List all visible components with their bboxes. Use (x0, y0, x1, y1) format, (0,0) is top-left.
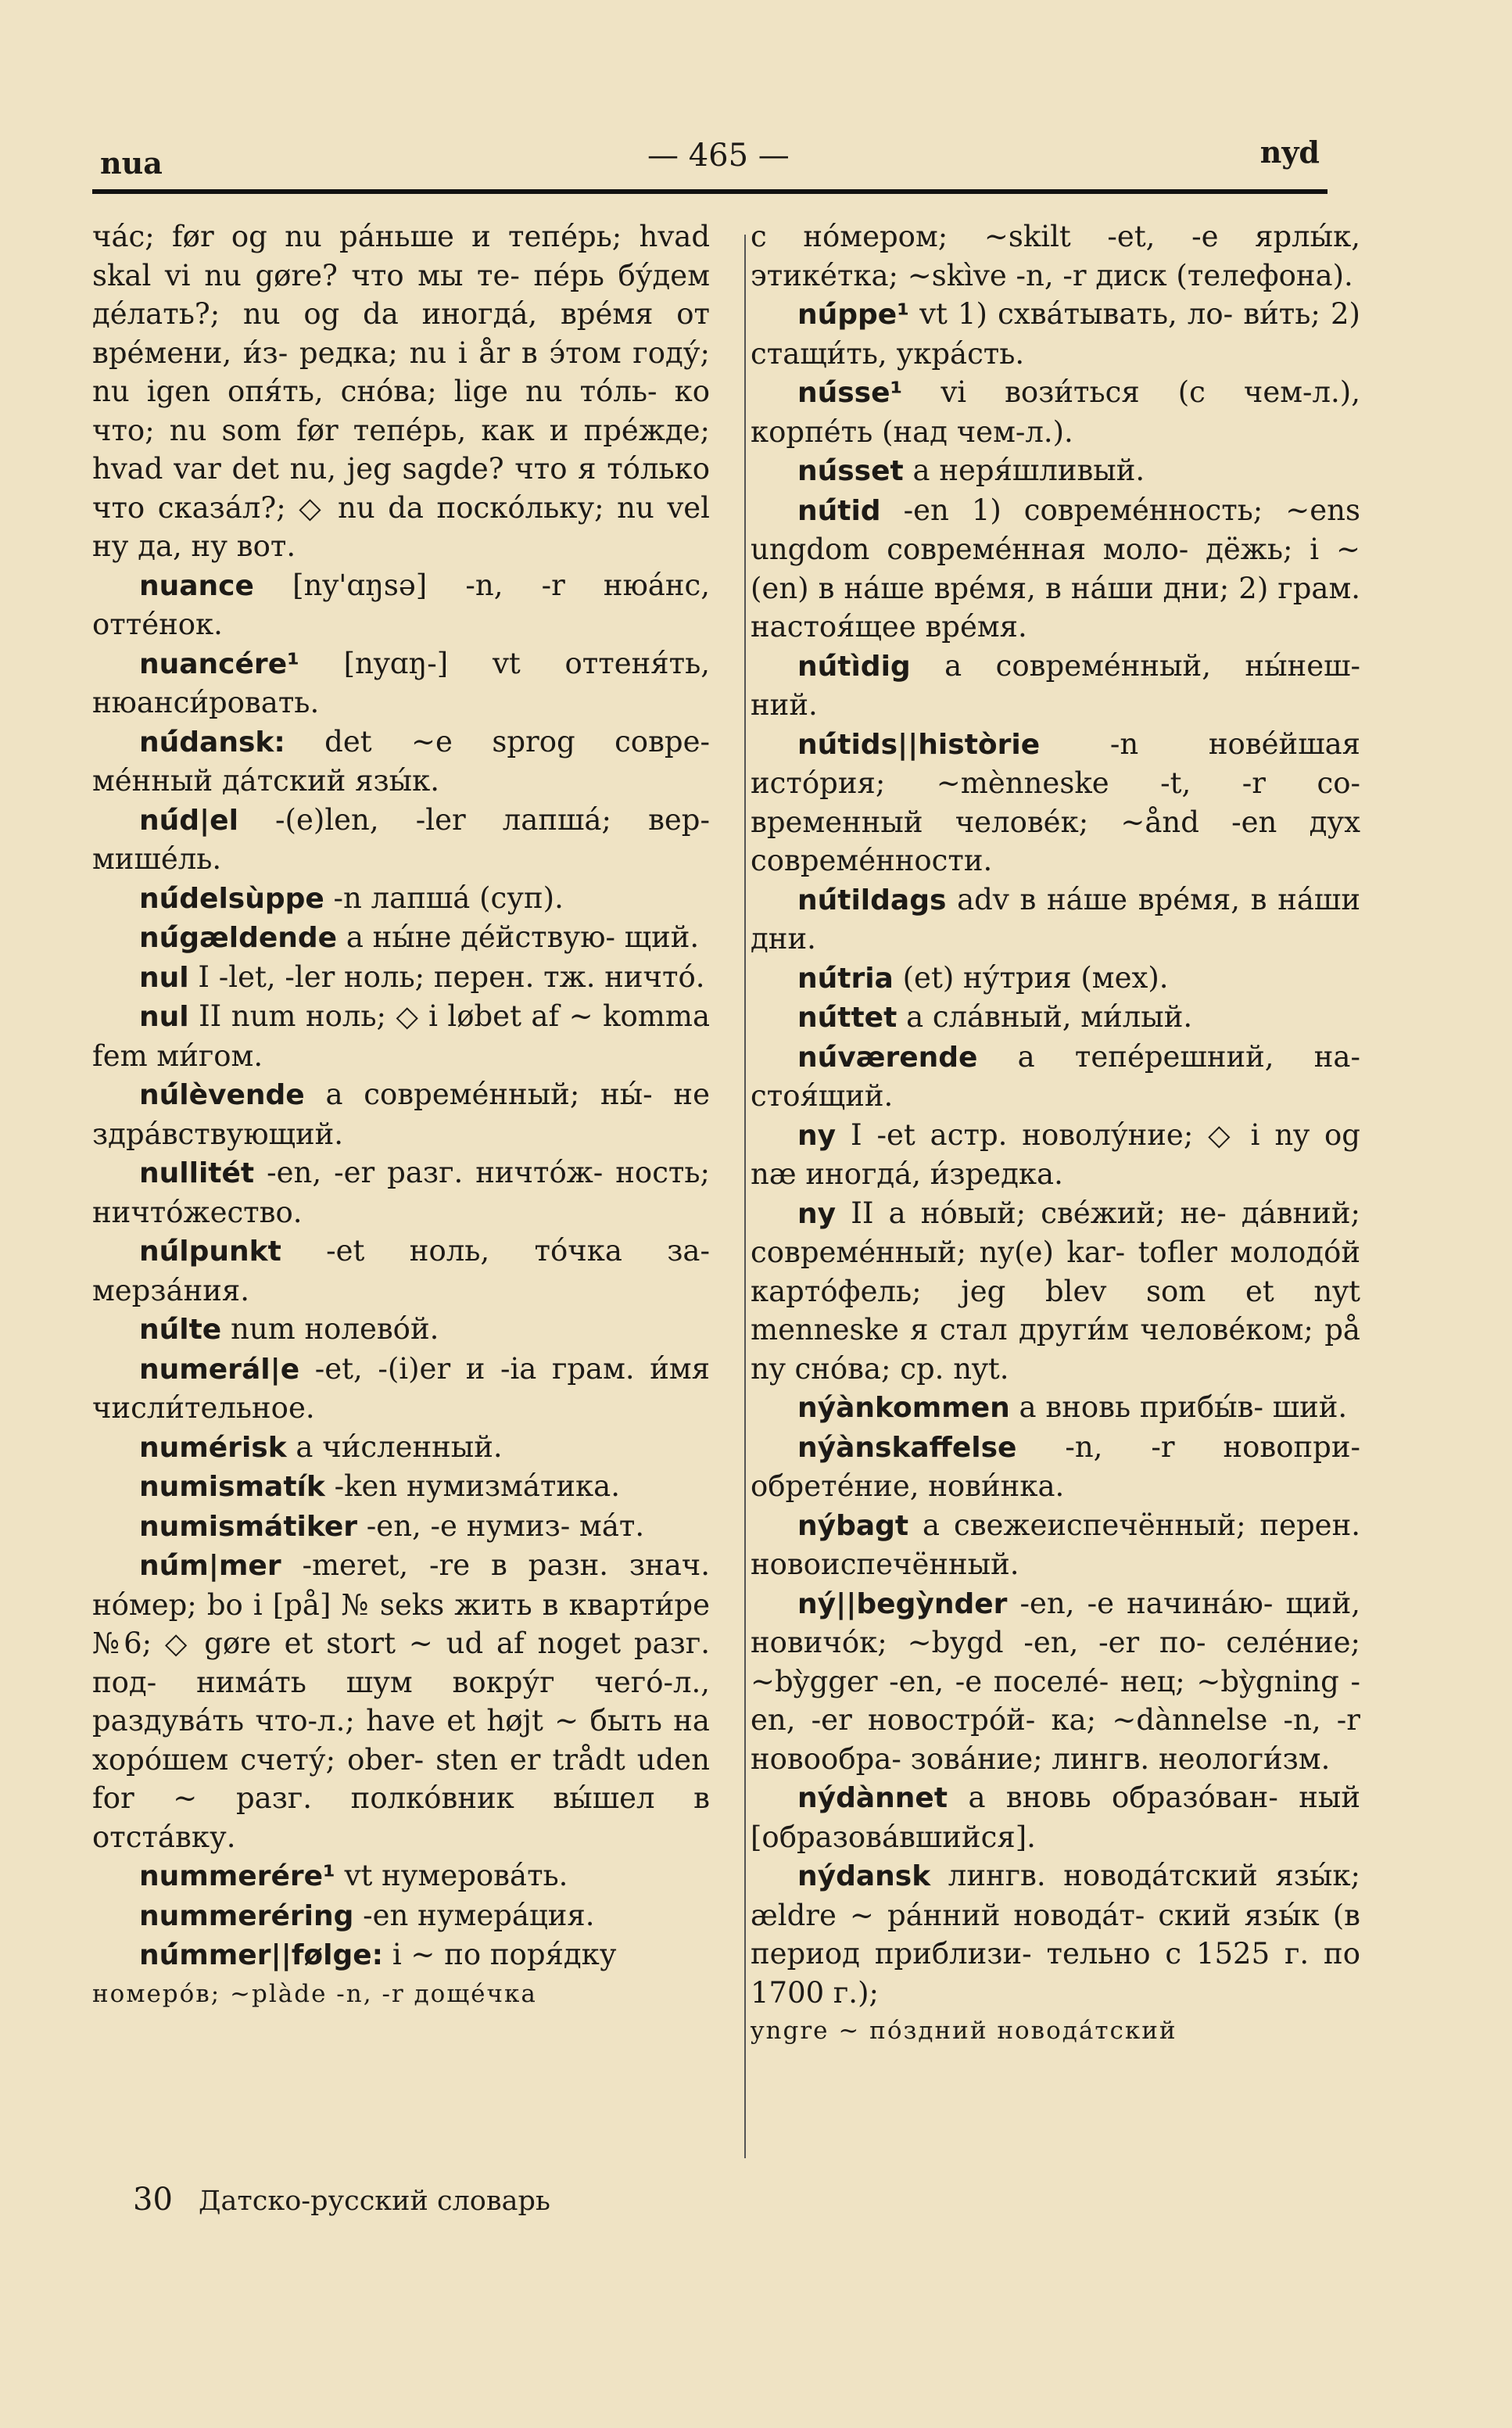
dictionary-entry (92, 644, 710, 723)
headword: numérisk (139, 1431, 287, 1464)
headword: nú́tildags (797, 884, 947, 916)
headword: nú́ttet (797, 1002, 898, 1034)
entry-definition: -ken нумизма́тика. (324, 1469, 620, 1503)
page-footer (133, 2182, 550, 2218)
headword: numerál|e (139, 1353, 300, 1386)
headword: nýdànnet (797, 1782, 948, 1814)
dictionary-entry (92, 1075, 710, 1153)
dictionary-entry (751, 1778, 1360, 1856)
dictionary-entry (92, 879, 710, 919)
header-rule (92, 189, 1327, 194)
entry-definition: vt нумерова́ть. (335, 1859, 568, 1892)
headword: nullitét (139, 1157, 255, 1189)
left-column (92, 217, 710, 2014)
entry-definition: a совреме́нный, ны́неш- ний. (751, 648, 1360, 722)
headword: nú́mmer||følge: (139, 1939, 384, 1971)
entry-definition: -en, -e начина́ю- щий, новичо́к; ~bygd -en, -er по- селе́ние; ~bỳgger -en, -e поселе́- нец; ~bỳgning -en, -er новострóй- ка; ~dànnelse -n, -r новообра- зова́ние; лингв. неологи́зм. (751, 1586, 1360, 1776)
dictionary-entry (92, 1232, 710, 1310)
dictionary-entry (751, 880, 1360, 959)
headword: nuancére¹ (139, 647, 299, 680)
headword: nú́lpunkt (139, 1236, 281, 1268)
headword: ný||begỳnder (797, 1587, 1008, 1620)
entry-definition: -et, -(i)er и -ia грам. и́мя числи́тельное. (92, 1351, 710, 1425)
entry-definition: num нолево́й. (221, 1312, 439, 1346)
entry-definition: -et ноль, то́чка за- мерза́ния. (92, 1234, 710, 1307)
dictionary-entry (751, 2012, 1360, 2051)
dictionary-entry (751, 1428, 1360, 1506)
headword: nú́gældende (139, 922, 338, 954)
dictionary-entry (751, 1038, 1360, 1116)
dictionary-entry (92, 1428, 710, 1468)
page-number: — 465 — (647, 138, 790, 174)
header-right-guide-word: nyd (1259, 134, 1320, 170)
sheet-number: 30 (133, 2182, 173, 2218)
dictionary-entry (92, 1507, 710, 1547)
headword: nummeréring (139, 1899, 354, 1932)
dictionary-entry (92, 1310, 710, 1350)
dictionary-entry (751, 491, 1360, 647)
entry-definition: II num ноль; ◇ i løbet af ~ komma fem ми́гом. (92, 999, 710, 1073)
headword: nýànkommen (797, 1392, 1010, 1424)
headword: nú́tids||històrie (797, 728, 1041, 761)
entry-definition: a неря́шливый. (903, 454, 1145, 487)
entry-definition: лингв. новода́тский язы́к; ældre ~ ра́нний новода́т- ский язы́к (в период приблизи- тельно с 1525 г. по 1700 г.); (751, 1859, 1360, 2010)
entry-definition: -n, -r новопри- обрете́ние, нови́нка. (751, 1429, 1360, 1503)
entry-definition: i ~ по поря́дку (383, 1938, 617, 1971)
dictionary-entry (92, 1350, 710, 1428)
entry-definition: a совреме́нный; ны́- не здра́вствующий. (92, 1078, 710, 1151)
headword: nýbagt (797, 1509, 909, 1542)
entry-definition: adv в на́ше вре́мя, в на́ши дни. (751, 882, 1360, 956)
entry-text: yngre ~ по́здний новода́тский (751, 2017, 1177, 2045)
dictionary-entry (751, 1856, 1360, 2012)
headword: nú́værende (797, 1041, 978, 1074)
dictionary-entry (92, 723, 710, 801)
dictionary-entry (92, 1467, 710, 1507)
headword: nú́tìdig (797, 650, 911, 683)
dictionary-entry (92, 1896, 710, 1936)
entry-definition: a вновь прибы́в- ший. (1009, 1390, 1348, 1424)
dictionary-entry (92, 1935, 710, 1975)
entry-text: ча́с; før og nu ра́ньше и тепе́рь; hvad skal vi nu gøre? что мы те- пе́рь бу́дем де́лать?; nu og da иногда́, вре́мя от вре́мени, и́з- редка; nu i år в э́том году́; nu igen опя́ть, сно́ва; lige nu то́ль- ко что; nu som før тепе́рь, как и пре́жде; hvad var det nu, jeg sagde? что я то́лько что сказа́л?; ◇ nu da поско́льку; nu vel ну да, ну вот. (92, 220, 710, 563)
dictionary-entry (92, 997, 710, 1075)
headword: nú́ppe¹ (797, 299, 909, 331)
headword: nýànskaffelse (797, 1431, 1017, 1464)
entry-definition: a свежеиспечённый; перен. новоиспечённый. (751, 1508, 1360, 1581)
headword: nú́dansk: (139, 726, 285, 759)
dictionary-entry (92, 801, 710, 879)
entry-definition: a ны́не де́йствую- щий. (337, 920, 700, 954)
dictionary-entry (751, 451, 1360, 491)
column-divider (744, 235, 746, 2158)
entry-definition: -en, -er разг. ничто́ж- ность; ничто́жество. (92, 1156, 710, 1229)
entry-text: с но́мером; ~skilt -et, -e ярлы́к, этике́тка; ~skìve -n, -r диск (телефона). (751, 220, 1360, 292)
headword: nuance (139, 569, 254, 602)
headword: numismátiker (139, 1510, 358, 1543)
headword: nummerére¹ (139, 1860, 335, 1892)
headword: nú́sset (797, 455, 904, 487)
headword: nú́tria (797, 962, 894, 995)
entry-definition: [nyɑŋ-] vt оттеня́ть, нюанси́ровать. (92, 646, 710, 719)
headword: nú́d|el (139, 804, 238, 837)
entry-definition: -n лапша́ (суп). (324, 880, 564, 915)
entry-definition: vt 1) схва́тывать, ло- ви́ть; 2) стащи́ть, укра́сть. (751, 297, 1360, 371)
headword: nú́sse¹ (797, 377, 903, 409)
entry-definition: (et) ну́трия (мех). (893, 960, 1169, 995)
entry-definition: -en нумера́ция. (353, 1898, 595, 1932)
headword: nú́lèvende (139, 1079, 305, 1111)
entry-text: номеро́в; ~plàde -n, -r доще́чка (92, 1979, 537, 2008)
dictionary-entry (92, 1856, 710, 1896)
dictionary-entry (751, 998, 1360, 1038)
header-left-guide-word: nua (100, 145, 163, 181)
entry-definition: -en 1) совреме́нность; ~ens ungdom совреме́нная моло- дёжь; i ~(en) в на́ше вре́мя, в на́ши дни; 2) грам. настоя́щее вре́мя. (751, 493, 1360, 644)
headword: nú́tid (797, 494, 881, 527)
entry-definition: I -et астр. новолу́ние; ◇ i ny og næ иногда́, и́зредка. (751, 1117, 1360, 1191)
dictionary-entry (751, 1506, 1360, 1584)
entry-definition: II a но́вый; све́жий; не- да́вний; совреме́нный; ny(e) kar- tofler молодо́й карто́фель; jeg blev som et nyt menneske я стал други́м челове́ком; på ny сно́ва; ср. nyt. (751, 1196, 1360, 1386)
headword: ny (797, 1119, 837, 1152)
dictionary-entry (751, 959, 1360, 999)
dictionary-entry (751, 217, 1360, 295)
dictionary-entry (751, 1194, 1360, 1389)
dictionary-entry (92, 1546, 710, 1856)
dictionary-entry (92, 918, 710, 958)
dictionary-entry (92, 958, 710, 998)
entry-definition: -en, -e нумиз- ма́т. (357, 1508, 645, 1543)
headword: ny (797, 1197, 837, 1230)
right-column (751, 217, 1360, 2051)
entry-definition: -(e)len, -ler лапша́; вер- мише́ль. (92, 802, 710, 876)
entry-definition: a вновь образо́ван- ный [образова́вшийся]. (751, 1781, 1360, 1854)
dictionary-entry (751, 647, 1360, 725)
dictionary-entry (751, 1116, 1360, 1194)
dictionary-entry (92, 566, 710, 644)
entry-definition: [ny'ɑŋsə] -n, -r нюа́нс, отте́нок. (92, 568, 710, 641)
dictionary-entry (751, 725, 1360, 880)
book-title: Датско-русский словарь (199, 2186, 550, 2217)
entry-definition: -meret, -re в разн. знач. но́мер; bo i [på] № seks жить в кварти́ре №6; ◇ gøre et stort ~ ud af noget разг. под- нима́ть шум вокру́г чего́-л., раздува́ть что-л.; have et højt ~ быть на хоро́шем счету́; ober- sten er trådt uden for ~ разг. полко́вник вы́шел в отста́вку. (92, 1548, 710, 1854)
entry-definition: I -let, -ler ноль; перен. тж. ничто́. (188, 959, 705, 994)
headword: nýdansk (797, 1860, 931, 1892)
entry-definition: det ~e sprog совре- ме́нный да́тский язы́к. (92, 724, 710, 798)
entry-definition: vi вози́ться (с чем-л.), корпе́ть (над чем-л.). (751, 375, 1360, 449)
entry-definition: a сла́вный, ми́лый. (897, 1000, 1193, 1034)
dictionary-entry (751, 1584, 1360, 1779)
dictionary-entry (92, 217, 710, 566)
dictionary-entry (751, 1388, 1360, 1428)
headword: nul (139, 961, 189, 994)
dictionary-entry (92, 1153, 710, 1232)
page-header (92, 131, 1320, 186)
headword: numismatík (139, 1471, 325, 1503)
headword: nú́lte (139, 1314, 222, 1346)
dictionary-entry (751, 295, 1360, 373)
headword: nú́delsùppe (139, 882, 324, 915)
dictionary-entry (92, 1975, 710, 2014)
entry-definition: a чи́сленный. (286, 1429, 503, 1464)
headword: nul (139, 1001, 189, 1033)
dictionary-entry (751, 373, 1360, 451)
entry-definition: a тепе́решний, на- стоя́щий. (751, 1039, 1360, 1113)
headword: nú́m|mer (139, 1550, 281, 1582)
entry-definition: -n нове́йшая исто́рия; ~mènneske -t, -r со- временный челове́к; ~ånd -en дух совреме́нности. (751, 726, 1360, 877)
